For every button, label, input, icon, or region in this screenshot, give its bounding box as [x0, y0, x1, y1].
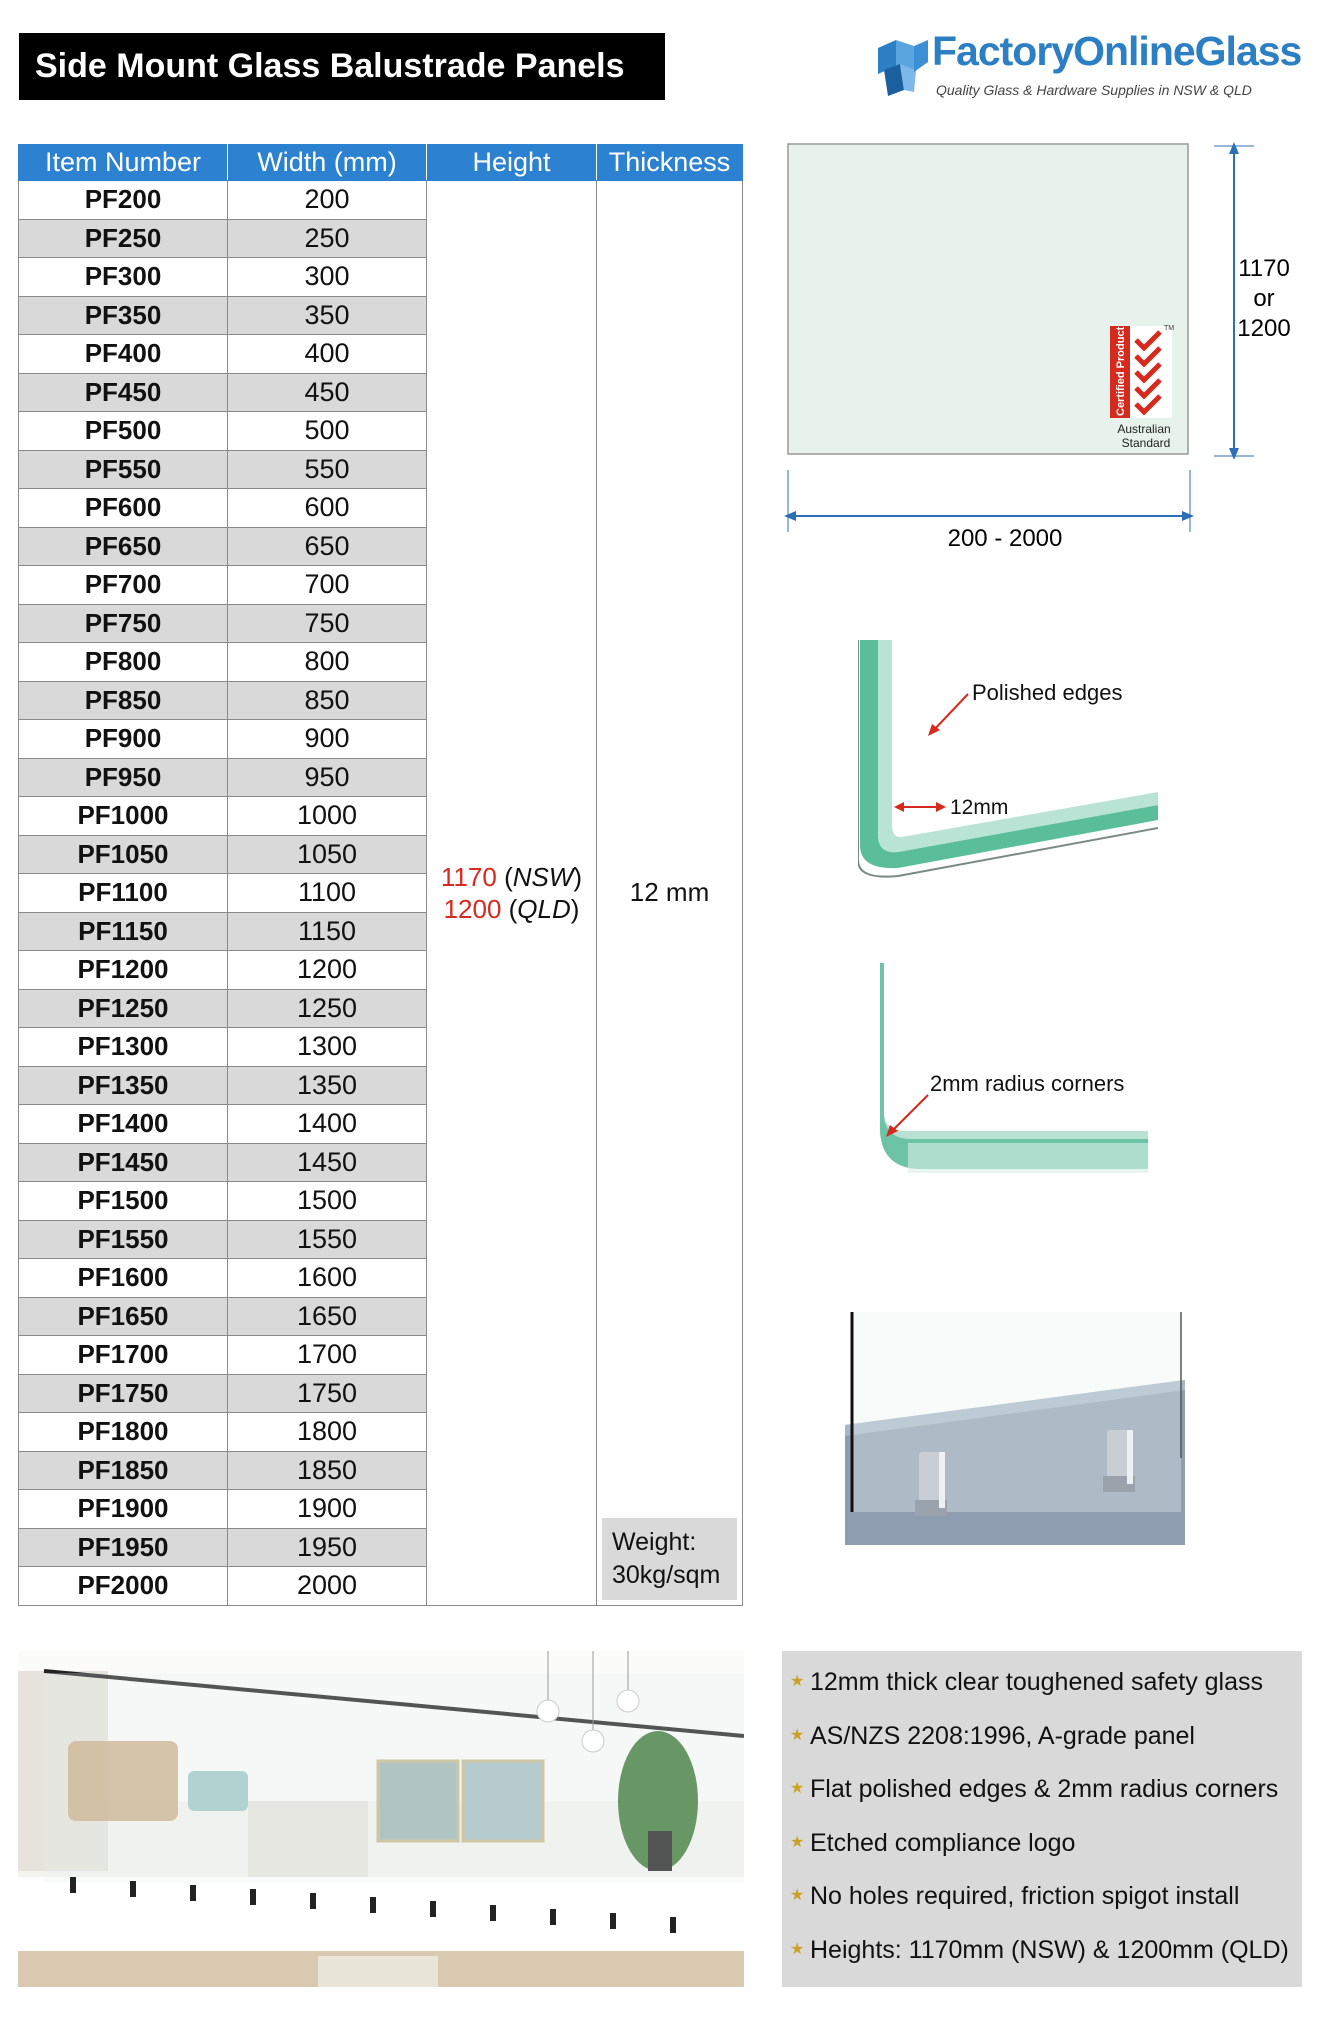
brand-tagline: Quality Glass & Hardware Supplies in NSW & QLD	[936, 82, 1252, 98]
width-cell: 1700	[228, 1336, 427, 1375]
brand-name: FactoryOnlineGlass	[932, 28, 1302, 74]
width-cell: 600	[228, 489, 427, 528]
spigot-left	[915, 1452, 947, 1516]
width-cell: 500	[228, 412, 427, 451]
width-cell: 1450	[228, 1143, 427, 1182]
width-cell: 1150	[228, 912, 427, 951]
item-number-cell: PF1150	[19, 912, 228, 951]
star-bullet-icon: ★	[790, 1887, 805, 1904]
height-nsw-label: NSW	[512, 861, 574, 892]
item-number-cell: PF200	[19, 181, 228, 220]
width-cell: 1900	[228, 1490, 427, 1529]
item-number-cell: PF600	[19, 489, 228, 528]
feature-text: No holes required, friction spigot install	[810, 1882, 1240, 1910]
item-number-cell: PF1850	[19, 1451, 228, 1490]
cert-tm-mark: TM	[1164, 325, 1175, 332]
width-cell: 1350	[228, 1066, 427, 1105]
width-cell: 200	[228, 181, 427, 220]
weight-label: Weight:	[612, 1527, 697, 1556]
product-table	[18, 144, 743, 1606]
thickness-cell	[597, 181, 743, 1606]
item-number-cell: PF250	[19, 219, 228, 258]
feature-text: Heights: 1170mm (NSW) & 1200mm (QLD)	[810, 1935, 1289, 1964]
item-number-cell: PF450	[19, 373, 228, 412]
item-number-cell: PF400	[19, 335, 228, 374]
spigot-install-photo	[845, 1310, 1185, 1545]
feature-item	[790, 1875, 1302, 1929]
star-bullet-icon: ★	[790, 1940, 805, 1958]
brand-logo[interactable]	[872, 28, 1302, 104]
width-cell: 1950	[228, 1528, 427, 1567]
item-number-cell: PF1000	[19, 797, 228, 836]
feature-item	[790, 1822, 1302, 1876]
width-cell: 750	[228, 604, 427, 643]
item-number-cell: PF800	[19, 643, 228, 682]
panel-dimension-diagram	[780, 140, 1300, 560]
item-number-cell: PF1050	[19, 835, 228, 874]
item-number-cell: PF1650	[19, 1297, 228, 1336]
item-number-cell: PF650	[19, 527, 228, 566]
height-label-1: 1170	[1238, 255, 1290, 282]
width-cell: 550	[228, 450, 427, 489]
star-bullet-icon: ★	[790, 1673, 805, 1690]
item-number-cell: PF1700	[19, 1336, 228, 1375]
cert-sub2: Standard	[1121, 436, 1171, 450]
corners-caption: 2mm radius corners	[930, 1071, 1125, 1096]
width-cell: 1650	[228, 1297, 427, 1336]
width-cell: 850	[228, 681, 427, 720]
width-cell: 900	[228, 720, 427, 759]
item-number-cell: PF1350	[19, 1066, 228, 1105]
height-dimension-line	[1214, 142, 1254, 460]
weight-box	[602, 1518, 737, 1600]
item-number-cell: PF1450	[19, 1143, 228, 1182]
feature-text: AS/NZS 2208:1996, A-grade panel	[810, 1721, 1195, 1750]
width-cell: 1550	[228, 1220, 427, 1259]
spigot-right	[1103, 1430, 1135, 1492]
item-number-cell: PF1400	[19, 1105, 228, 1144]
width-cell: 350	[228, 296, 427, 335]
width-cell: 450	[228, 373, 427, 412]
certified-product-logo	[1110, 325, 1174, 450]
table-header-row	[19, 145, 743, 181]
feature-text: 12mm thick clear toughened safety glass	[810, 1668, 1264, 1696]
width-range-label: 200 - 2000	[947, 525, 1063, 552]
feature-item	[790, 1715, 1302, 1769]
width-cell: 950	[228, 758, 427, 797]
width-cell: 1750	[228, 1374, 427, 1413]
radius-corner-photo	[848, 963, 1148, 1213]
height-label-3: 1200	[1237, 315, 1291, 342]
width-cell: 1400	[228, 1105, 427, 1144]
height-cell: 1170 (NSW) 1200 (QLD)	[427, 181, 597, 1606]
item-number-cell: PF500	[19, 412, 228, 451]
width-cell: 300	[228, 258, 427, 297]
star-bullet-icon: ★	[790, 1780, 805, 1797]
feature-text: Etched compliance logo	[810, 1828, 1076, 1857]
feature-list	[782, 1651, 1302, 1987]
item-number-cell: PF700	[19, 566, 228, 605]
height-qld-label: QLD	[517, 893, 571, 924]
width-cell: 700	[228, 566, 427, 605]
header-height: Height	[427, 145, 597, 181]
star-bullet-icon: ★	[790, 1726, 805, 1744]
height-label-2: or	[1253, 285, 1275, 312]
header-thickness: Thickness	[597, 145, 743, 181]
page-title: Side Mount Glass Balustrade Panels	[19, 33, 665, 100]
width-dimension-line	[784, 470, 1194, 532]
item-number-cell: PF2000	[19, 1567, 228, 1606]
item-number-cell: PF300	[19, 258, 228, 297]
item-number-cell: PF850	[19, 681, 228, 720]
width-cell: 800	[228, 643, 427, 682]
cert-logo-text: Certified Product	[1115, 326, 1127, 416]
interior-balustrade-photo	[18, 1651, 744, 1987]
width-cell: 400	[228, 335, 427, 374]
item-number-cell: PF1100	[19, 874, 228, 913]
header-width: Width (mm)	[228, 145, 427, 181]
item-number-cell: PF1250	[19, 989, 228, 1028]
width-cell: 1100	[228, 874, 427, 913]
cert-sub1: Australian	[1117, 422, 1171, 436]
item-number-cell: PF1800	[19, 1413, 228, 1452]
width-cell: 650	[228, 527, 427, 566]
item-number-cell: PF950	[19, 758, 228, 797]
width-cell: 1800	[228, 1413, 427, 1452]
table-row	[19, 181, 743, 220]
item-number-cell: PF1500	[19, 1182, 228, 1221]
item-number-cell: PF550	[19, 450, 228, 489]
width-cell: 1200	[228, 951, 427, 990]
height-nsw-value: 1170	[440, 861, 497, 892]
polished-edge-photo	[858, 640, 1158, 890]
width-cell: 1850	[228, 1451, 427, 1490]
item-number-cell: PF350	[19, 296, 228, 335]
polished-edges-caption: Polished edges	[972, 680, 1123, 705]
thickness-value: 12 mm	[629, 877, 710, 908]
width-cell: 1250	[228, 989, 427, 1028]
item-number-cell: PF750	[19, 604, 228, 643]
feature-item	[790, 1929, 1302, 1983]
weight-value: 30kg/sqm	[612, 1560, 721, 1589]
width-cell: 2000	[228, 1567, 427, 1606]
width-cell: 1600	[228, 1259, 427, 1298]
header-item-number: Item Number	[19, 145, 228, 181]
star-bullet-icon: ★	[790, 1833, 805, 1851]
item-number-cell: PF1950	[19, 1528, 228, 1567]
width-cell: 1000	[228, 797, 427, 836]
item-number-cell: PF1550	[19, 1220, 228, 1259]
item-number-cell: PF1750	[19, 1374, 228, 1413]
width-cell: 1050	[228, 835, 427, 874]
feature-item	[790, 1768, 1302, 1822]
item-number-cell: PF1200	[19, 951, 228, 990]
height-qld-value: 1200	[443, 893, 502, 924]
logo-cube-icon	[874, 32, 932, 96]
item-number-cell: PF1900	[19, 1490, 228, 1529]
width-cell: 1500	[228, 1182, 427, 1221]
feature-text: Flat polished edges & 2mm radius corners	[810, 1775, 1279, 1803]
feature-item	[790, 1661, 1302, 1715]
width-cell: 250	[228, 219, 427, 258]
item-number-cell: PF1300	[19, 1028, 228, 1067]
width-cell: 1300	[228, 1028, 427, 1067]
item-number-cell: PF1600	[19, 1259, 228, 1298]
thickness-caption: 12mm	[950, 796, 1009, 819]
item-number-cell: PF900	[19, 720, 228, 759]
